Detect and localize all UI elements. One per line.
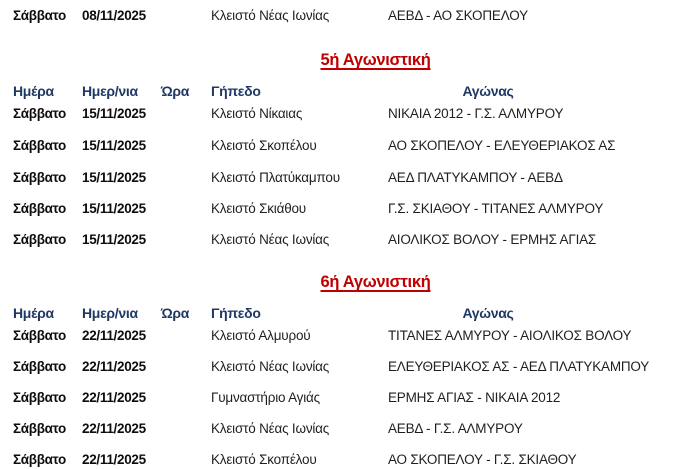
fixture-row [0,421,697,438]
fixture-row [0,138,697,155]
venue-cell: Κλειστό Νέας Ιωνίας [211,421,330,436]
col-header-match: Αγώνας [462,305,514,321]
match-cell: ΑΙΟΛΙΚΟΣ ΒΟΛΟΥ - ΕΡΜΗΣ ΑΓΙΑΣ [388,232,597,247]
date-cell: 15/11/2025 [82,138,146,153]
fixture-row [0,328,697,345]
fixture-row [0,106,697,123]
col-header-date: Ημερ/νια [82,305,138,321]
fixture-row [0,201,697,218]
day-cell: Σάββατο [13,138,66,153]
venue-cell: Κλειστό Σκοπέλου [211,138,317,153]
col-header-day: Ημέρα [13,305,54,321]
date-cell: 22/11/2025 [82,390,146,405]
date-cell: 22/11/2025 [82,359,146,374]
col-header-match: Αγώνας [462,83,514,99]
fixture-row [0,452,697,469]
day-cell: Σάββατο [13,421,66,436]
day-cell: Σάββατο [13,106,66,121]
fixture-row [0,359,697,376]
date-cell: 22/11/2025 [82,421,146,436]
table-header-row [0,305,697,322]
day-cell: Σάββατο [13,452,66,467]
matchday-title: 5ή Αγωνιστική [320,51,431,69]
date-cell: 15/11/2025 [82,170,146,185]
venue-cell: Κλειστό Σκιάθου [211,201,306,216]
venue-cell: Κλειστό Αλμυρού [211,328,311,343]
col-header-date: Ημερ/νια [82,83,138,99]
venue-cell: Κλειστό Πλατύκαμπου [211,170,340,185]
day-cell: Σάββατο [13,201,66,216]
venue-cell: Κλειστό Νέας Ιωνίας [211,359,330,374]
fixture-row [0,170,697,187]
date-cell: 15/11/2025 [82,232,146,247]
col-header-venue: Γήπεδο [211,305,261,321]
venue-cell: Κλειστό Σκοπέλου [211,452,317,467]
venue-cell: Κλειστό Νέας Ιωνίας [211,8,330,23]
day-cell: Σάββατο [13,328,66,343]
match-cell: ΕΛΕΥΘΕΡΙΑΚΟΣ ΑΣ - ΑΕΔ ΠΛΑΤΥΚΑΜΠΟΥ [388,359,650,374]
match-cell: ΑΕΔ ΠΛΑΤΥΚΑΜΠΟΥ - ΑΕΒΔ [388,170,563,185]
table-header-row [0,83,697,100]
venue-cell: Κλειστό Νίκαιας [211,106,303,121]
match-cell: ΑΟ ΣΚΟΠΕΛΟΥ - Γ.Σ. ΣΚΙΑΘΟΥ [388,452,577,467]
date-cell: 15/11/2025 [82,201,146,216]
date-cell: 08/11/2025 [82,8,146,23]
col-header-time: Ώρα [161,83,190,99]
date-cell: 22/11/2025 [82,328,146,343]
date-cell: 15/11/2025 [82,106,146,121]
match-cell: ΑΕΒΔ - Γ.Σ. ΑΛΜΥΡΟΥ [388,421,523,436]
venue-cell: Κλειστό Νέας Ιωνίας [211,232,330,247]
fixture-row [0,390,697,407]
match-cell: ΕΡΜΗΣ ΑΓΙΑΣ - ΝΙΚΑΙΑ 2012 [388,390,561,405]
match-cell: ΤΙΤΑΝΕΣ ΑΛΜΥΡΟΥ - ΑΙΟΛΙΚΟΣ ΒΟΛΟΥ [388,328,632,343]
day-cell: Σάββατο [13,390,66,405]
venue-cell: Γυμναστήριο Αγιάς [211,390,320,405]
col-header-venue: Γήπεδο [211,83,261,99]
match-cell: ΝΙΚΑΙΑ 2012 - Γ.Σ. ΑΛΜΥΡΟΥ [388,106,564,121]
day-cell: Σάββατο [13,232,66,247]
day-cell: Σάββατο [13,8,66,23]
match-cell: ΑΟ ΣΚΟΠΕΛΟΥ - ΕΛΕΥΘΕΡΙΑΚΟΣ ΑΣ [388,138,616,153]
col-header-day: Ημέρα [13,83,54,99]
day-cell: Σάββατο [13,359,66,374]
date-cell: 22/11/2025 [82,452,146,467]
match-cell: Γ.Σ. ΣΚΙΑΘΟΥ - ΤΙΤΑΝΕΣ ΑΛΜΥΡΟΥ [388,201,604,216]
fixture-row [0,232,697,249]
fixture-row [0,8,697,25]
day-cell: Σάββατο [13,170,66,185]
col-header-time: Ώρα [161,305,190,321]
match-cell: ΑΕΒΔ - ΑΟ ΣΚΟΠΕΛΟΥ [388,8,528,23]
matchday-title: 6ή Αγωνιστική [320,273,431,291]
